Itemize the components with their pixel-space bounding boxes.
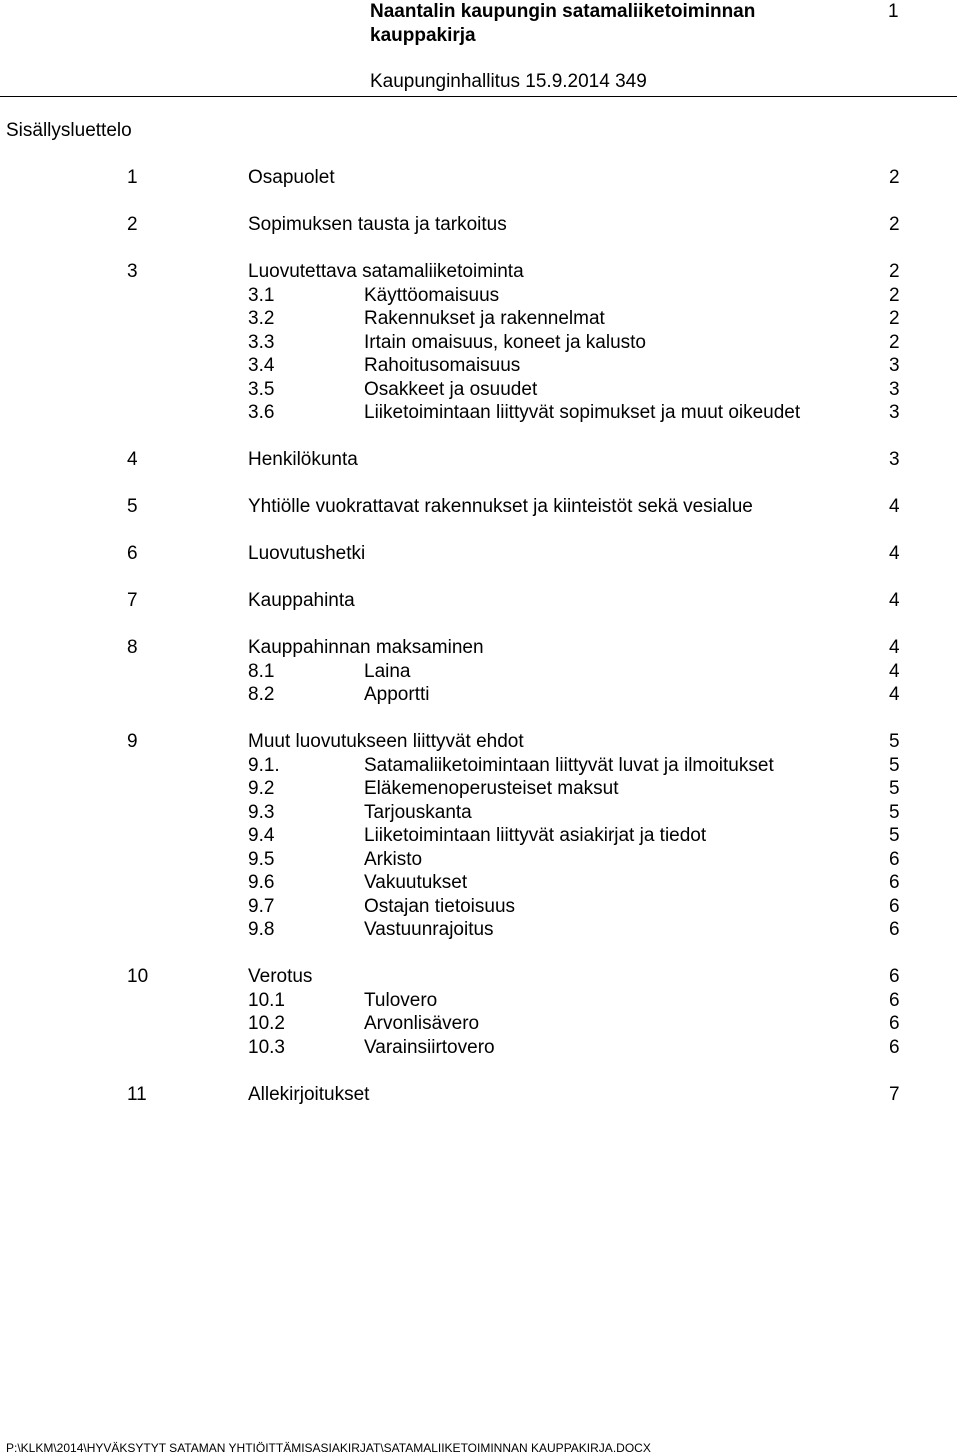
toc-entry-number: 11	[127, 1084, 147, 1105]
toc-entry-title: Arkisto	[364, 849, 423, 870]
toc-entry-page: 6	[889, 1037, 900, 1058]
toc-entry[interactable]	[0, 871, 960, 895]
toc-entry-number: 2	[127, 214, 138, 235]
toc-entry-number: 8.1	[248, 661, 275, 682]
toc-entry-number: 8	[127, 637, 138, 658]
toc-entry-number: 4	[127, 449, 138, 470]
toc-entry[interactable]	[0, 213, 960, 237]
toc-entry-page: 2	[889, 261, 900, 282]
toc-entry[interactable]	[0, 354, 960, 378]
toc-entry-number: 5	[127, 496, 138, 517]
toc-entry-page: 3	[889, 449, 900, 470]
toc-entry[interactable]	[0, 378, 960, 402]
toc-entry-title: Laina	[364, 661, 411, 682]
toc-entry-title: Henkilökunta	[248, 449, 358, 470]
decision-reference: Kaupunginhallitus 15.9.2014 349	[370, 71, 647, 92]
toc-entry-title: Luovutushetki	[248, 543, 366, 564]
toc-entry-page: 6	[889, 849, 900, 870]
toc-entry-page: 3	[889, 402, 900, 423]
toc-entry[interactable]	[0, 1083, 960, 1107]
toc-entry-number: 1	[127, 167, 138, 188]
toc-entry-page: 2	[889, 214, 900, 235]
toc-entry[interactable]	[0, 824, 960, 848]
toc-entry-number: 9.7	[248, 896, 275, 917]
toc-entry-title: Vastuunrajoitus	[364, 919, 494, 940]
toc-entry[interactable]	[0, 730, 960, 754]
toc-entry[interactable]	[0, 848, 960, 872]
toc-entry[interactable]	[0, 260, 960, 284]
toc-entry-page: 7	[889, 1084, 900, 1105]
toc-entry-number: 9.2	[248, 778, 275, 799]
page-number: 1	[888, 1, 899, 22]
toc-entry-page: 5	[889, 802, 900, 823]
toc-entry-number: 3.2	[248, 308, 275, 329]
toc-entry[interactable]	[0, 801, 960, 825]
toc-entry-number: 9.4	[248, 825, 275, 846]
toc-entry-page: 3	[889, 355, 900, 376]
toc-entry-page: 4	[889, 590, 900, 611]
toc-entry-number: 9.8	[248, 919, 275, 940]
toc-entry[interactable]	[0, 495, 960, 519]
toc-entry-number: 3.6	[248, 402, 275, 423]
toc-entry-number: 10.3	[248, 1037, 285, 1058]
toc-entry-number: 9	[127, 731, 138, 752]
toc-entry-number: 10.1	[248, 990, 285, 1011]
toc-entry-page: 4	[889, 496, 900, 517]
toc-entry-number: 10	[127, 966, 149, 987]
toc-entry-title: Yhtiölle vuokrattavat rakennukset ja kiinteistöt sekä vesialue	[248, 496, 753, 517]
toc-entry-page: 2	[889, 332, 900, 353]
toc-entry-page: 5	[889, 778, 900, 799]
toc-entry-page: 6	[889, 919, 900, 940]
toc-entry[interactable]	[0, 895, 960, 919]
toc-entry-title: Apportti	[364, 684, 430, 705]
toc-entry[interactable]	[0, 589, 960, 613]
toc-entry[interactable]	[0, 636, 960, 660]
toc-entry-number: 9.3	[248, 802, 275, 823]
toc-entry[interactable]	[0, 284, 960, 308]
toc-entry-page: 3	[889, 379, 900, 400]
toc-entry-number: 7	[127, 590, 138, 611]
toc-entry[interactable]	[0, 401, 960, 425]
toc-entry-title: Käyttöomaisuus	[364, 285, 500, 306]
toc-entry-title: Tulovero	[364, 990, 438, 1011]
document-title: Naantalin kaupungin satamaliiketoiminnan kauppakirja	[370, 1, 756, 46]
toc-entry-number: 9.5	[248, 849, 275, 870]
toc-entry-title: Arvonlisävero	[364, 1013, 480, 1034]
toc-entry[interactable]	[0, 166, 960, 190]
toc-entry[interactable]	[0, 754, 960, 778]
toc-entry-title: Osapuolet	[248, 167, 335, 188]
toc-entry-page: 4	[889, 637, 900, 658]
toc-entry-title: Luovutettava satamaliiketoiminta	[248, 261, 524, 282]
toc-entry[interactable]	[0, 331, 960, 355]
toc-entry-title: Rahoitusomaisuus	[364, 355, 521, 376]
toc-entry-title: Kauppahinta	[248, 590, 355, 611]
toc-entry-page: 5	[889, 755, 900, 776]
toc-entry-number: 3.4	[248, 355, 275, 376]
toc-entry-title: Liiketoimintaan liittyvät sopimukset ja muut oikeudet	[364, 402, 801, 423]
toc-entry-number: 6	[127, 543, 138, 564]
toc-entry-title: Verotus	[248, 966, 313, 987]
toc-entry-number: 3	[127, 261, 138, 282]
toc-entry-number: 10.2	[248, 1013, 285, 1034]
toc-entry-page: 6	[889, 990, 900, 1011]
toc-entry-page: 6	[889, 1013, 900, 1034]
toc-entry-title: Vakuutukset	[364, 872, 468, 893]
toc-entry-page: 2	[889, 285, 900, 306]
toc-entry[interactable]	[0, 448, 960, 472]
toc-entry-number: 3.3	[248, 332, 275, 353]
toc-entry-title: Liiketoimintaan liittyvät asiakirjat ja tiedot	[364, 825, 707, 846]
toc-entry[interactable]	[0, 918, 960, 942]
toc-entry-number: 9.1.	[248, 755, 280, 776]
toc-entry-title: Ostajan tietoisuus	[364, 896, 516, 917]
toc-entry-page: 5	[889, 825, 900, 846]
toc-entry-number: 3.1	[248, 285, 275, 306]
toc-entry-title: Rakennukset ja rakennelmat	[364, 308, 605, 329]
toc-entry[interactable]	[0, 542, 960, 566]
toc-entry[interactable]	[0, 1012, 960, 1036]
toc-entry-page: 4	[889, 684, 900, 705]
toc-entry-page: 4	[889, 661, 900, 682]
toc-entry-title: Varainsiirtovero	[364, 1037, 495, 1058]
toc-entry-number: 8.2	[248, 684, 275, 705]
toc-entry-page: 6	[889, 872, 900, 893]
toc-entry-title: Osakkeet ja osuudet	[364, 379, 538, 400]
toc-entry-page: 2	[889, 308, 900, 329]
toc-entry-page: 2	[889, 167, 900, 188]
toc-entry[interactable]	[0, 683, 960, 707]
toc-entry[interactable]	[0, 307, 960, 331]
file-path-footer: P:\KLKM\2014\HYVÄKSYTYT SATAMAN YHTIÖITTÄMISASIAKIRJAT\SATAMALIIKETOIMINNAN KAUPPAKIRJA.DOCX	[6, 1441, 651, 1455]
toc-entry[interactable]	[0, 660, 960, 684]
toc-entry-title: Satamaliiketoimintaan liittyvät luvat ja ilmoitukset	[364, 755, 774, 776]
toc-entry-title: Kauppahinnan maksaminen	[248, 637, 484, 658]
toc-entry[interactable]	[0, 1036, 960, 1060]
toc-entry-page: 5	[889, 731, 900, 752]
toc-entry-number: 3.5	[248, 379, 275, 400]
toc-entry-page: 6	[889, 896, 900, 917]
toc-entry-title: Irtain omaisuus, koneet ja kalusto	[364, 332, 646, 353]
toc-entry-page: 6	[889, 966, 900, 987]
toc-entry-title: Allekirjoitukset	[248, 1084, 370, 1105]
toc-entry[interactable]	[0, 965, 960, 989]
toc-entry-title: Sopimuksen tausta ja tarkoitus	[248, 214, 507, 235]
toc-entry-title: Tarjouskanta	[364, 802, 472, 823]
toc-entry-title: Muut luovutukseen liittyvät ehdot	[248, 731, 524, 752]
header-divider	[0, 96, 957, 97]
toc-entry-title: Eläkemenoperusteiset maksut	[364, 778, 619, 799]
toc-entry[interactable]	[0, 777, 960, 801]
toc-heading: Sisällysluettelo	[6, 120, 132, 141]
toc-entry[interactable]	[0, 989, 960, 1013]
toc-entry-page: 4	[889, 543, 900, 564]
toc-entry-number: 9.6	[248, 872, 275, 893]
